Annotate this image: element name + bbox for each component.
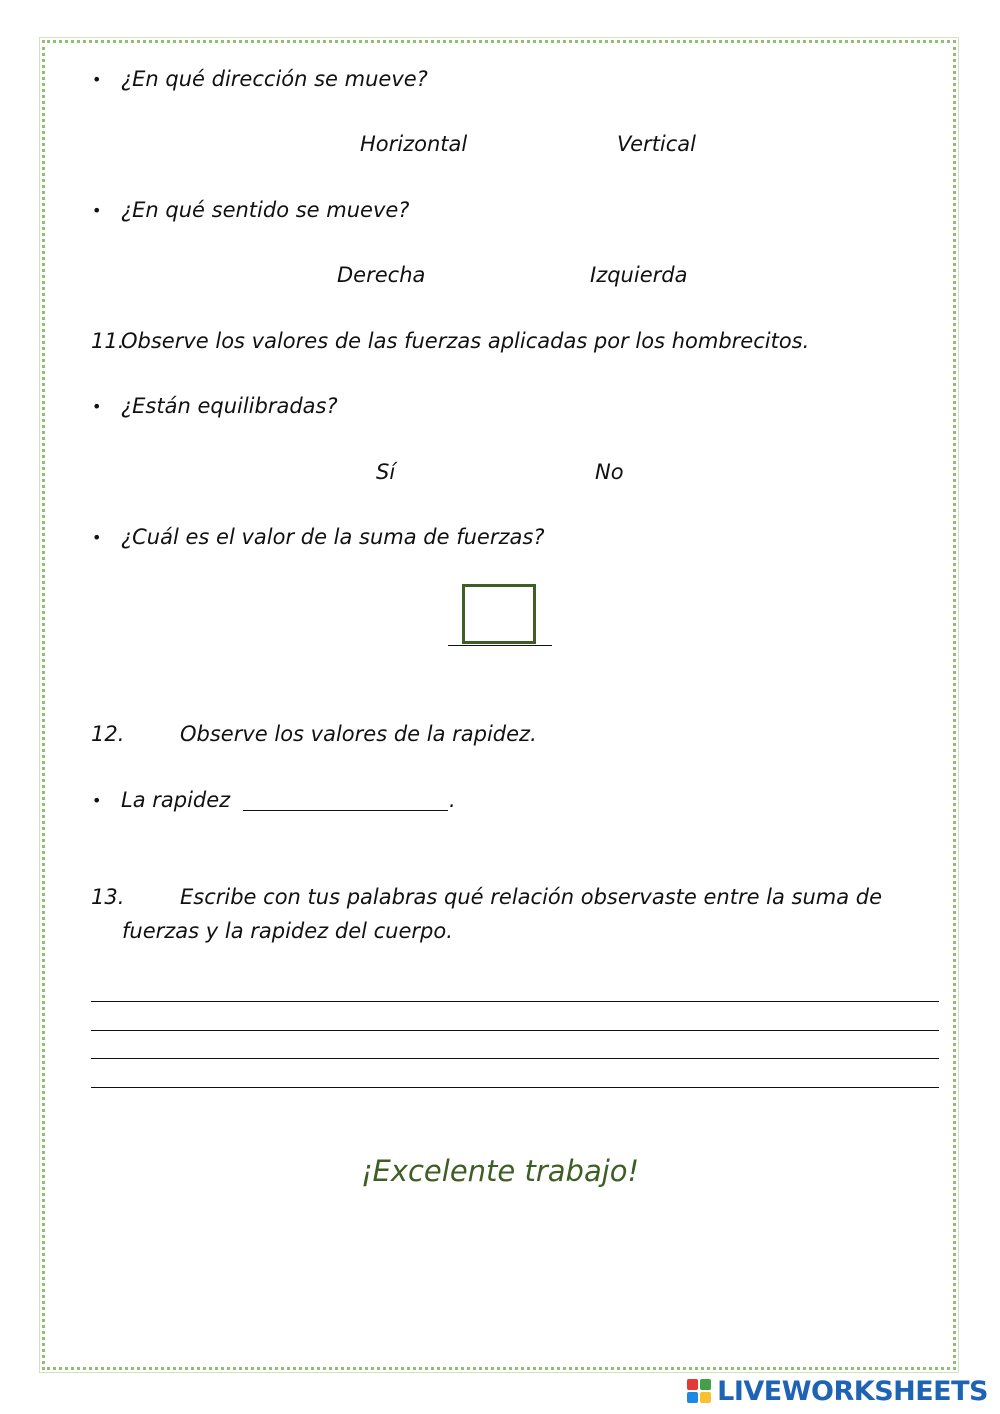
bullet: •: [92, 397, 102, 416]
question-direction: ¿En qué dirección se mueve?: [121, 67, 428, 91]
speed-prompt: La rapidez: [121, 788, 231, 812]
logo-square: [700, 1392, 711, 1403]
logo-square: [700, 1379, 711, 1390]
option-izquierda[interactable]: Izquierda: [590, 263, 688, 287]
bullet: •: [92, 791, 102, 810]
answer-line-4[interactable]: [91, 1087, 939, 1088]
bullet: •: [92, 528, 102, 547]
speed-period: .: [449, 788, 456, 812]
q13-line2: fuerzas y la rapidez del cuerpo.: [122, 919, 453, 943]
logo-mark-icon: [687, 1379, 711, 1403]
answer-line-1[interactable]: [91, 1001, 939, 1002]
option-no[interactable]: No: [595, 460, 624, 484]
force-sum-answer-box[interactable]: [462, 584, 536, 644]
bullet: •: [92, 201, 102, 220]
logo-square: [687, 1392, 698, 1403]
logo-text: LIVEWORKSHEETS: [717, 1375, 988, 1407]
q12-text: Observe los valores de la rapidez.: [180, 722, 537, 746]
option-derecha[interactable]: Derecha: [337, 263, 426, 287]
closing-message: ¡Excelente trabajo!: [360, 1154, 640, 1188]
logo-square: [687, 1379, 698, 1390]
option-si[interactable]: Sí: [376, 460, 396, 484]
option-horizontal[interactable]: Horizontal: [360, 132, 468, 156]
speed-answer-blank[interactable]: [243, 810, 448, 811]
answer-line-3[interactable]: [91, 1058, 939, 1059]
option-vertical[interactable]: Vertical: [617, 132, 697, 156]
bullet: •: [92, 70, 102, 89]
answer-line-2[interactable]: [91, 1030, 939, 1031]
question-sense: ¿En qué sentido se mueve?: [121, 198, 410, 222]
force-sum-underline: [448, 645, 552, 646]
liveworksheets-logo: [687, 1376, 988, 1406]
q11-text: Observe los valores de las fuerzas aplicadas por los hombrecitos.: [121, 329, 810, 353]
question-balanced: ¿Están equilibradas?: [121, 394, 338, 418]
question-force-sum: ¿Cuál es el valor de la suma de fuerzas?: [121, 525, 545, 549]
q13-line1: Escribe con tus palabras qué relación observaste entre la suma de: [180, 885, 883, 909]
q11-number: 11.: [91, 329, 125, 353]
q12-number: 12.: [91, 722, 125, 746]
q13-number: 13.: [91, 885, 125, 909]
